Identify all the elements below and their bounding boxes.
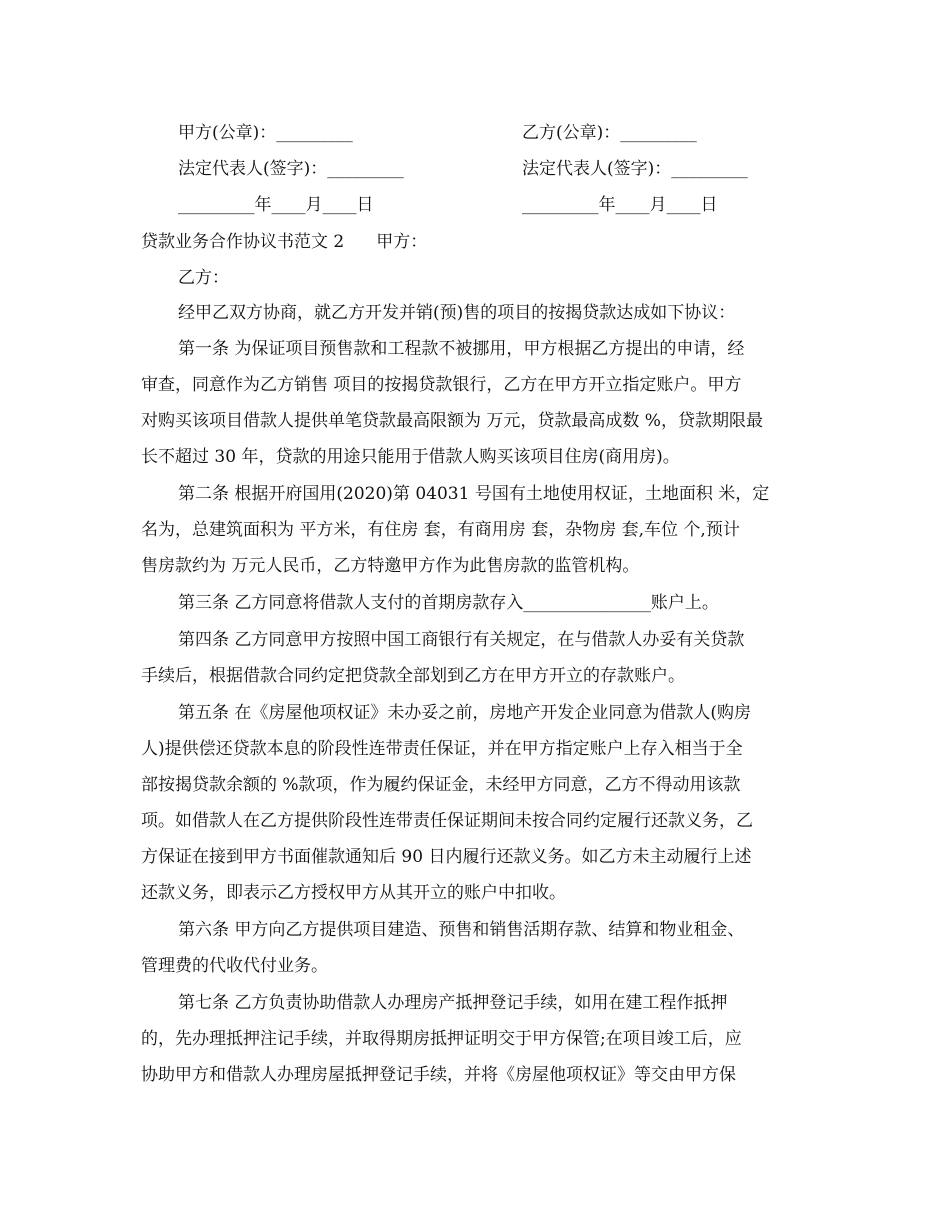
article-1-line: 长不超过 30 年，贷款的用途只能用于借款人购买该项目住房(商用房)。	[141, 447, 680, 467]
signature-row-seal	[0, 118, 950, 148]
article-1-line: 第一条 为保证项目预售款和工程款不被挪用，甲方根据乙方提出的申请，经	[178, 339, 745, 359]
article-5-line: 第五条 在《房屋他项权证》未办妥之前，房地产开发企业同意为借款人(购房	[178, 703, 752, 723]
article-7-line: 协助甲方和借款人办理房屋抵押登记手续，并将《房屋他项权证》等交由甲方保	[141, 1065, 736, 1085]
article-5-line: 方保证在接到甲方书面催款通知后 90 日内履行还款义务。如乙方未主动履行上述	[141, 847, 752, 867]
article-5-line: 还款义务，即表示乙方授权甲方从其开立的账户中扣收。	[141, 883, 566, 903]
intro-paragraph: 经甲乙双方协商，就乙方开发并销(预)售的项目的按揭贷款达成如下协议：	[178, 303, 736, 323]
article-1-line: 对购买该项目借款人提供单笔贷款最高限额为 万元，贷款最高成数 %，贷款期限最	[141, 411, 763, 431]
article-4-line: 手续后，根据借款合同约定把贷款全部划到乙方在甲方开立的存款账户。	[141, 666, 685, 686]
article-2-line: 第二条 根据开府国用(2020)第 04031 号国有土地使用权证，土地面积 米，定	[178, 484, 770, 504]
article-5-line: 人)提供偿还贷款本息的阶段性连带责任保证，并在甲方指定账户上存入相当于全	[141, 739, 743, 759]
document-title-row	[141, 227, 427, 257]
article-2-line: 名为，总建筑面积为 平方米，有住房 套，有商用房 套，杂物房 套,车位 个,预计	[141, 520, 740, 540]
party-a-seal-field: 甲方(公章)：_________	[178, 123, 353, 143]
article-7-line: 的，先办理抵押注记手续，并取得期房抵押证明交于甲方保管;在项目竣工后，应	[141, 1029, 742, 1049]
party-b-label: 乙方：	[178, 268, 229, 288]
article-6-line: 第六条 甲方向乙方提供项目建造、预售和销售活期存款、结算和物业租金、	[178, 920, 745, 940]
party-b-seal-field: 乙方(公章)：_________	[522, 123, 697, 143]
document-title: 贷款业务合作协议书范文 2	[141, 232, 345, 252]
party-a-label: 甲方：	[376, 232, 428, 252]
article-5-line: 项。如借款人在乙方提供阶段性连带责任保证期间未按合同约定履行还款义务，乙	[141, 811, 753, 831]
article-5-line: 部按揭贷款余额的 %款项，作为履约保证金，未经甲方同意，乙方不得动用该款	[141, 775, 741, 795]
party-a-date-field: _________年____月____日	[178, 195, 374, 215]
signature-row-date	[0, 190, 950, 220]
article-7-line: 第七条 乙方负责协助借款人办理房产抵押登记手续，如用在建工程作抵押	[178, 993, 728, 1013]
party-a-representative-field: 法定代表人(签字)：_________	[178, 159, 404, 179]
article-6-line: 管理费的代收代付业务。	[141, 956, 328, 976]
article-4-line: 第四条 乙方同意甲方按照中国工商银行有关规定，在与借款人办妥有关贷款	[178, 630, 745, 650]
party-b-representative-field: 法定代表人(签字)：_________	[522, 159, 748, 179]
article-3-line: 第三条 乙方同意将借款人支付的首期房款存入_______________账户上。	[178, 593, 719, 613]
party-b-date-field: _________年____月____日	[522, 195, 718, 215]
article-1-line: 审查，同意作为乙方销售 项目的按揭贷款银行，乙方在甲方开立指定账户。甲方	[141, 375, 742, 395]
article-2-line: 售房款约为 万元人民币，乙方特邀甲方作为此售房款的监管机构。	[141, 556, 640, 576]
signature-row-representative	[0, 154, 950, 184]
